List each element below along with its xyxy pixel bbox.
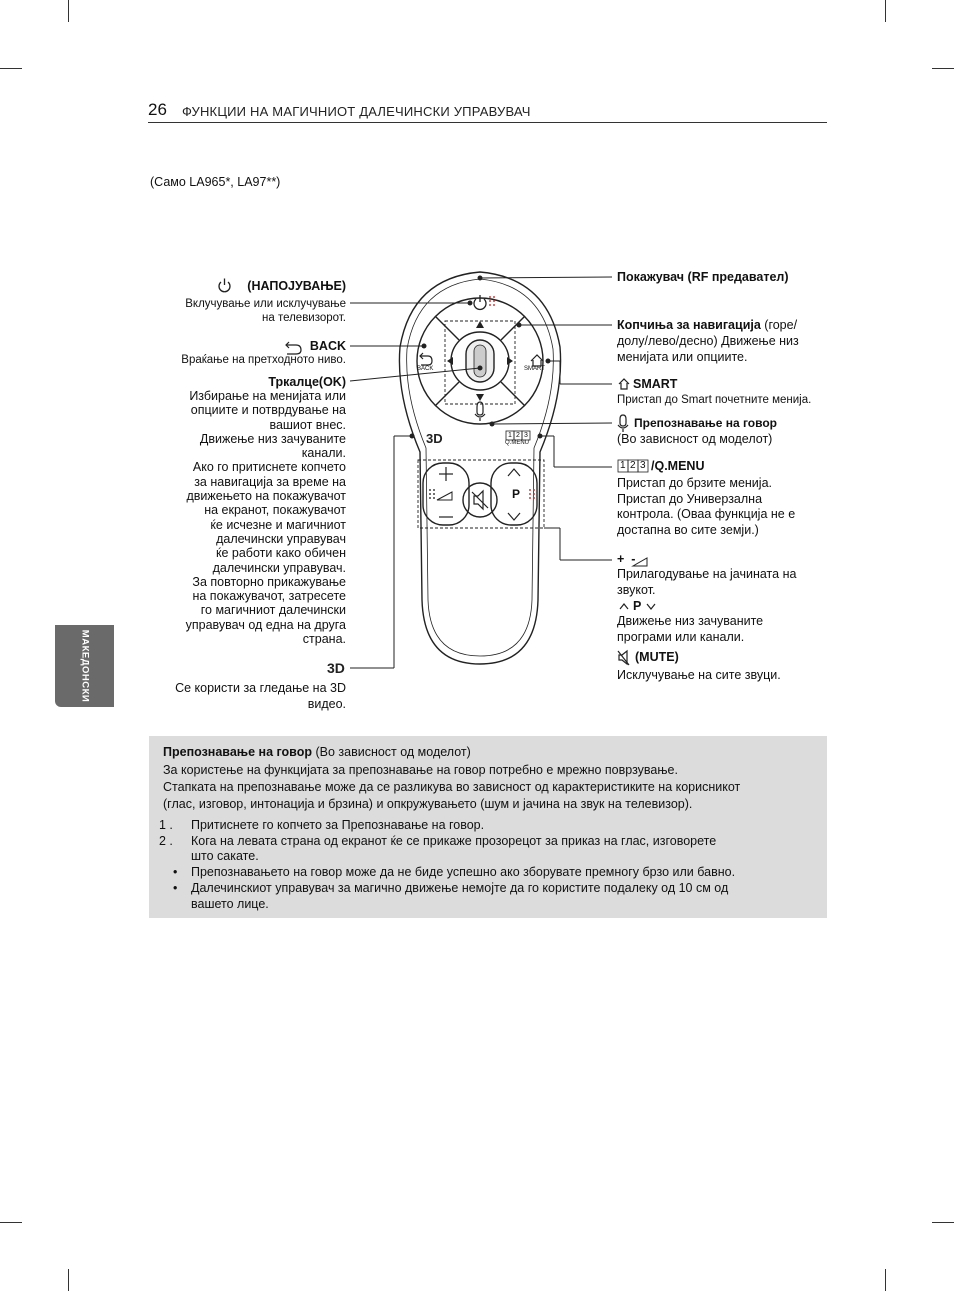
nav-title: Копчиња за навигација bbox=[617, 318, 761, 332]
wheel-desc-line: ќе исчезне и магичниот bbox=[210, 517, 346, 532]
note-line: Стапката на препознавање може да се разликува во зависност од карактеристиките на корисникот bbox=[163, 780, 741, 794]
wheel-desc-line: За повторно прикажување bbox=[192, 574, 346, 589]
power-desc: на телевизорот. bbox=[262, 312, 346, 324]
back-title: BACK bbox=[309, 339, 346, 353]
svg-text:3D: 3D bbox=[426, 431, 443, 446]
qmenu-desc-line: Пристап до Универзална bbox=[617, 491, 763, 506]
volume-desc-line: Прилагодување на јачината на bbox=[617, 567, 797, 581]
wheel-desc-line: страна. bbox=[302, 632, 346, 647]
remote-smart-label: SMART bbox=[524, 366, 545, 372]
wheel-desc-line: канали. bbox=[301, 446, 346, 461]
page-number: 26 bbox=[148, 100, 167, 119]
wheel-desc-line: го магичниот далечински bbox=[200, 603, 346, 618]
svg-text:3D: 3D bbox=[327, 660, 345, 676]
step-text: што сакате. bbox=[191, 849, 259, 863]
language-tab-label: МАКЕДОНСКИ bbox=[79, 629, 90, 703]
step-number: 1 . bbox=[159, 818, 173, 832]
wheel-desc-line: вашиот внес. bbox=[269, 417, 346, 432]
qmenu-digit: 1 bbox=[620, 460, 626, 471]
threed-desc: видео. bbox=[307, 697, 346, 711]
power-title: (НАПОЈУВАЊЕ) bbox=[247, 279, 346, 293]
channel-desc bbox=[617, 613, 763, 645]
wheel-desc-line: Ако го притиснете копчето bbox=[192, 460, 346, 475]
pointer-title: Покажувач (RF предавател) bbox=[617, 270, 789, 284]
note-line: За користење на функцијата за препознавање на говор потребно е мрежно поврзување. bbox=[163, 763, 678, 777]
bullet-text: Препознавањето на говор може да не биде успешно ако зборувате премногу брзо или бавно. bbox=[191, 865, 736, 879]
channel-desc-line: програми или канали. bbox=[617, 630, 745, 644]
wheel-desc-line: Избирање на менијата или bbox=[189, 389, 346, 403]
note-title-rest: (Во зависност од моделот) bbox=[311, 745, 471, 759]
page-title: ФУНКЦИИ НА МАГИЧНИОТ ДАЛЕЧИНСКИ УПРАВУВАЧ bbox=[182, 104, 531, 119]
wheel-desc bbox=[130, 389, 346, 646]
volume-desc-line: звукот. bbox=[617, 582, 656, 597]
volume-title: + - bbox=[617, 552, 636, 566]
remote-qmenu-label: Q.MENU bbox=[505, 440, 529, 446]
wheel-desc-line: далечински управувач bbox=[216, 531, 346, 546]
qmenu-digit: 2 bbox=[630, 460, 636, 471]
bullet-mark: • bbox=[173, 881, 178, 895]
nav-line1: (горе/ bbox=[760, 318, 798, 332]
channel-title: P bbox=[633, 599, 642, 613]
back-desc: Враќање на претходното ниво. bbox=[181, 354, 346, 366]
wheel-desc-line: за навигација за време на bbox=[194, 474, 346, 489]
bullet-text: Далечинскиот управувач за магично движење немојте да го користите подалеку од 10 см од bbox=[191, 881, 729, 895]
step-number: 2 . bbox=[159, 834, 173, 848]
model-note: (Само LA965*, LA97**) bbox=[150, 175, 281, 189]
wheel-title: Тркалце(OK) bbox=[268, 375, 346, 389]
wheel-desc-line: на екранот, покажувачот bbox=[204, 503, 346, 518]
qmenu-digit: 3 bbox=[640, 460, 646, 471]
wheel-desc-line: ќе работи како обичен bbox=[215, 546, 346, 561]
mute-desc: Исклучување на сите звуци. bbox=[617, 668, 781, 682]
qmenu-desc-line: контрола. (Оваа функција не е bbox=[617, 507, 796, 521]
remote-qmenu-digit: 1 bbox=[508, 432, 512, 439]
smart-desc: Пристап до Smart почетните менија. bbox=[617, 394, 812, 406]
volume-desc bbox=[617, 567, 796, 598]
voice-title: Препознавање на говор bbox=[634, 416, 778, 430]
remote-back-label: BACK bbox=[417, 366, 434, 372]
remote-qmenu-digit: 2 bbox=[516, 432, 520, 439]
threed-desc: Се користи за гледање на 3D bbox=[175, 681, 346, 695]
power-desc: Вклучување или исклучување bbox=[185, 298, 346, 310]
note-title-bold: Препознавање на говор bbox=[163, 745, 312, 759]
wheel-desc-line: опциите и потврдување на bbox=[190, 403, 346, 418]
channel-desc-line: Движење низ зачуваните bbox=[617, 614, 764, 628]
note-box bbox=[149, 736, 827, 918]
bullet-text: вашето лице. bbox=[191, 897, 269, 911]
nav-line3: менијата или опциите. bbox=[617, 350, 748, 364]
wheel-desc-line: на покажувачот, затресете bbox=[192, 589, 346, 604]
remote-qmenu-digit: 3 bbox=[524, 432, 528, 439]
nav-line2: долу/лево/десно) Движење низ bbox=[617, 334, 799, 348]
wheel-desc-line: далечински управувач. bbox=[212, 560, 346, 575]
smart-title: SMART bbox=[633, 377, 678, 391]
bullet-mark: • bbox=[173, 865, 178, 879]
qmenu-desc-line: достапна во сите земји.) bbox=[617, 522, 759, 537]
nav-desc bbox=[617, 317, 857, 365]
qmenu-desc bbox=[617, 476, 795, 538]
step-text: Притиснете го копчето за Препознавање на говор. bbox=[191, 818, 485, 832]
wheel-desc-line: движењето на покажувачот bbox=[186, 489, 346, 504]
voice-desc: (Во зависност од моделот) bbox=[617, 432, 773, 446]
wheel-desc-line: управувач од една на друга bbox=[185, 617, 346, 632]
qmenu-title: /Q.MENU bbox=[651, 459, 705, 473]
step-text: Кога на левата страна од екранот ќе се прикаже прозорецот за приказ на глас, изговорете bbox=[191, 834, 717, 848]
wheel-desc-line: Движење низ зачуваните bbox=[199, 431, 346, 446]
remote-p-label: P bbox=[512, 487, 521, 501]
note-title bbox=[163, 744, 471, 760]
qmenu-desc-line: Пристап до брзите менија. bbox=[617, 476, 772, 490]
mute-title: (MUTE) bbox=[635, 650, 679, 664]
note-line: (глас, изговор, интонација и брзина) и опкружувањето (шум и јачина на звук на телевизор). bbox=[163, 797, 693, 811]
